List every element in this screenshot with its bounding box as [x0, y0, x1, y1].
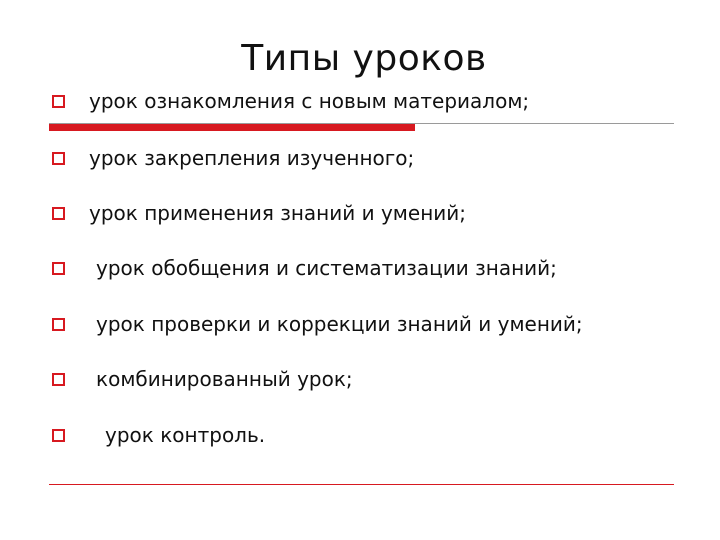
list-item — [52, 146, 414, 170]
list-item-text: урок контроль. — [105, 423, 266, 447]
list-item-text: урок применения знаний и умений; — [89, 201, 467, 225]
slide-title — [0, 38, 720, 79]
list-item-text: урок проверки и коррекции знаний и умений; — [96, 312, 583, 336]
square-bullet-icon — [52, 152, 65, 165]
list-item-text: урок ознакомления с новым материалом; — [89, 89, 530, 113]
footer-accent-line — [49, 484, 674, 485]
list-item — [52, 201, 466, 225]
list-item — [52, 312, 583, 336]
square-bullet-icon — [52, 373, 65, 386]
square-bullet-icon — [52, 262, 65, 275]
list-item-text: урок закрепления изученного; — [89, 146, 415, 170]
square-bullet-icon — [52, 207, 65, 220]
list-item-text: урок обобщения и систематизации знаний; — [96, 256, 557, 280]
square-bullet-icon — [52, 318, 65, 331]
square-bullet-icon — [52, 95, 65, 108]
list-item — [52, 256, 557, 280]
square-bullet-icon — [52, 429, 65, 442]
list-item-text: комбинированный урок; — [96, 367, 353, 391]
list-item — [52, 423, 265, 447]
title-accent-bar — [49, 124, 415, 131]
list-item — [52, 89, 529, 113]
slide-title-text: Типы уроков — [241, 38, 487, 79]
list-item — [52, 367, 353, 391]
